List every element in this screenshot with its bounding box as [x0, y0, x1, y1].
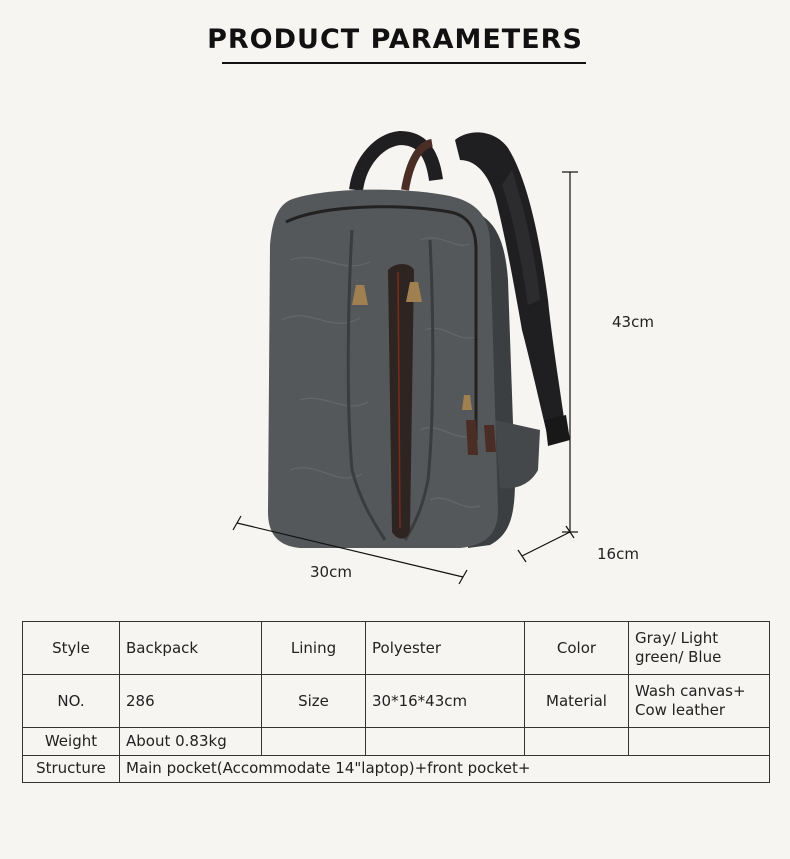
structure-value: Main pocket(Accommodate 14"laptop)+front pocket+ — [120, 755, 770, 782]
color-label: Color — [525, 622, 629, 675]
lining-value: Polyester — [366, 622, 525, 675]
table-row — [23, 622, 770, 675]
number-label: NO. — [23, 675, 120, 728]
size-value: 30*16*43cm — [366, 675, 525, 728]
table-row — [23, 728, 770, 755]
weight-label: Weight — [23, 728, 120, 755]
width-label: 30cm — [310, 563, 352, 581]
table-row — [23, 755, 770, 782]
depth-label: 16cm — [597, 545, 639, 563]
size-label: Size — [262, 675, 366, 728]
title-underline — [222, 62, 586, 64]
structure-label: Structure — [23, 755, 120, 782]
page-title: PRODUCT PARAMETERS — [207, 24, 583, 55]
empty-cell — [366, 728, 525, 755]
height-label: 43cm — [612, 313, 654, 331]
backpack-body — [268, 190, 498, 548]
number-value: 286 — [120, 675, 262, 728]
empty-cell — [525, 728, 629, 755]
empty-cell — [262, 728, 366, 755]
table-row — [23, 675, 770, 728]
strap-buckle — [545, 415, 570, 446]
side-pocket — [495, 420, 540, 488]
empty-cell — [629, 728, 770, 755]
color-value: Gray/ Light green/ Blue — [629, 622, 770, 675]
lining-label: Lining — [262, 622, 366, 675]
parameters-table — [22, 621, 770, 783]
weight-value: About 0.83kg — [120, 728, 262, 755]
leather-strip — [388, 264, 414, 539]
style-label: Style — [23, 622, 120, 675]
material-value: Wash canvas+ Cow leather — [629, 675, 770, 728]
product-photo — [0, 80, 790, 600]
material-label: Material — [525, 675, 629, 728]
style-value: Backpack — [120, 622, 262, 675]
